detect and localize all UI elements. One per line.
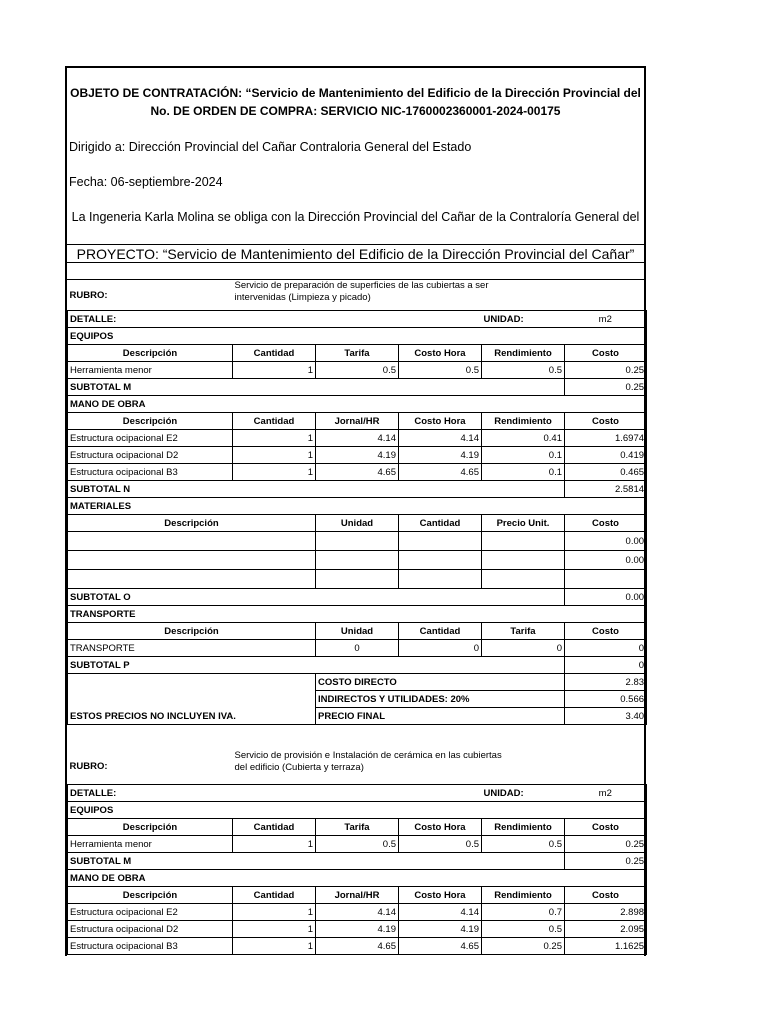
col-cantidad: Cantidad bbox=[399, 515, 482, 532]
col-rendimiento: Rendimiento bbox=[482, 819, 565, 836]
col-costo-hora: Costo Hora bbox=[399, 819, 482, 836]
mano-obra-heading: MANO DE OBRA bbox=[68, 870, 647, 887]
col-costo: Costo bbox=[565, 515, 647, 532]
col-costo: Costo bbox=[565, 819, 647, 836]
rubro-description bbox=[233, 280, 647, 311]
no-iva-note: ESTOS PRECIOS NO INCLUYEN IVA. bbox=[68, 674, 316, 725]
unidad-label: UNIDAD: bbox=[482, 785, 565, 802]
table-row: 0.00 bbox=[68, 532, 647, 551]
rubro-desc-line-1: Servicio de provisión e Instalación de cerámica en las cubiertas bbox=[234, 750, 502, 761]
mano-obra-heading: MANO DE OBRA bbox=[68, 396, 647, 413]
subtotal-p-label: SUBTOTAL P bbox=[68, 657, 565, 674]
col-descripcion: Descripción bbox=[68, 819, 233, 836]
col-cantidad: Cantidad bbox=[233, 819, 316, 836]
rubro-label: RUBRO: bbox=[68, 280, 233, 311]
subtotal-m-label: SUBTOTAL M bbox=[68, 379, 565, 396]
equipos-heading: EQUIPOS bbox=[68, 802, 647, 819]
col-unidad: Unidad bbox=[316, 515, 399, 532]
table-row: Estructura ocipacional B3 1 4.65 4.65 0.25 1.1625 bbox=[68, 938, 647, 955]
table-row: Estructura ocipacional E2 1 4.14 4.14 0.41 1.6974 bbox=[68, 430, 647, 447]
col-costo: Costo bbox=[565, 623, 647, 640]
col-costo-hora: Costo Hora bbox=[399, 413, 482, 430]
unidad-value: m2 bbox=[565, 311, 647, 328]
subtotal-n-value: 2.5814 bbox=[565, 481, 647, 498]
subtotal-o-label: SUBTOTAL O bbox=[68, 589, 565, 606]
obligacion-text: La Ingeneria Karla Molina se obliga con la Dirección Provincial del Cañar de la Contraloría General del bbox=[71, 210, 640, 224]
col-descripcion: Descripción bbox=[68, 887, 233, 904]
col-rendimiento: Rendimiento bbox=[482, 887, 565, 904]
rubro-2-table bbox=[67, 748, 647, 955]
col-cantidad: Cantidad bbox=[399, 623, 482, 640]
indirectos-label: INDIRECTOS Y UTILIDADES: 20% bbox=[316, 691, 565, 708]
rubro-desc-line-2: intervenidas (Limpieza y picado) bbox=[234, 292, 371, 303]
rubro-label: RUBRO: bbox=[68, 748, 233, 785]
dirigido-a: Dirigido a: Dirección Provincial del Cañar Contraloria General del Estado bbox=[69, 140, 472, 154]
col-descripcion: Descripción bbox=[68, 345, 233, 362]
materiales-heading: MATERIALES bbox=[68, 498, 647, 515]
table-row: Estructura ocipacional D2 1 4.19 4.19 0.5 2.095 bbox=[68, 921, 647, 938]
fecha: Fecha: 06-septiembre-2024 bbox=[69, 175, 223, 189]
objeto-line-1: OBJETO DE CONTRATACIÓN: “Servicio de Mantenimiento del Edificio de la Dirección Provincial del bbox=[70, 86, 641, 100]
unidad-value: m2 bbox=[565, 785, 647, 802]
col-descripcion: Descripción bbox=[68, 515, 316, 532]
table-row: Estructura ocipacional B3 1 4.65 4.65 0.1 0.465 bbox=[68, 464, 647, 481]
col-cantidad: Cantidad bbox=[233, 345, 316, 362]
rubro-description bbox=[233, 748, 647, 785]
col-jornal: Jornal/HR bbox=[316, 413, 399, 430]
precio-final-value: 3.40 bbox=[565, 708, 647, 725]
rubro-desc-line-2: del edificio (Cubierta y terraza) bbox=[234, 762, 364, 773]
apu-sheet bbox=[65, 66, 646, 956]
proyecto-title: PROYECTO: “Servicio de Mantenimiento del Edificio de la Dirección Provincial del Cañar” bbox=[67, 244, 644, 263]
table-row bbox=[68, 570, 647, 589]
unidad-label: UNIDAD: bbox=[482, 311, 565, 328]
table-row: Herramienta menor 1 0.5 0.5 0.5 0.25 bbox=[68, 362, 647, 379]
subtotal-m-value: 0.25 bbox=[565, 853, 647, 870]
col-rendimiento: Rendimiento bbox=[482, 345, 565, 362]
transporte-heading: TRANSPORTE bbox=[68, 606, 647, 623]
costo-directo-value: 2.83 bbox=[565, 674, 647, 691]
col-unidad: Unidad bbox=[316, 623, 399, 640]
table-row: TRANSPORTE 0 0 0 0 bbox=[68, 640, 647, 657]
objeto-line-2: No. DE ORDEN DE COMPRA: SERVICIO NIC-1760002360001-2024-00175 bbox=[150, 104, 561, 118]
col-jornal: Jornal/HR bbox=[316, 887, 399, 904]
table-row: 0.00 bbox=[68, 551, 647, 570]
table-row: Estructura ocipacional D2 1 4.19 4.19 0.1 0.419 bbox=[68, 447, 647, 464]
col-rendimiento: Rendimiento bbox=[482, 413, 565, 430]
subtotal-o-value: 0.00 bbox=[565, 589, 647, 606]
col-precio-unit: Precio Unit. bbox=[482, 515, 565, 532]
rubro-desc-line-1: Servicio de preparación de superficies de las cubiertas a ser bbox=[234, 280, 489, 291]
col-tarifa: Tarifa bbox=[482, 623, 565, 640]
subtotal-n-label: SUBTOTAL N bbox=[68, 481, 565, 498]
col-costo-hora: Costo Hora bbox=[399, 887, 482, 904]
col-costo-hora: Costo Hora bbox=[399, 345, 482, 362]
col-descripcion: Descripción bbox=[68, 623, 316, 640]
col-costo: Costo bbox=[565, 887, 647, 904]
indirectos-value: 0.566 bbox=[565, 691, 647, 708]
subtotal-p-value: 0 bbox=[565, 657, 647, 674]
col-cantidad: Cantidad bbox=[233, 413, 316, 430]
col-costo: Costo bbox=[565, 345, 647, 362]
costo-directo-label: COSTO DIRECTO bbox=[316, 674, 565, 691]
col-costo: Costo bbox=[565, 413, 647, 430]
table-row: Estructura ocipacional E2 1 4.14 4.14 0.7 2.898 bbox=[68, 904, 647, 921]
subtotal-m-label: SUBTOTAL M bbox=[68, 853, 565, 870]
col-tarifa: Tarifa bbox=[316, 345, 399, 362]
col-descripcion: Descripción bbox=[68, 413, 233, 430]
detalle-label: DETALLE: bbox=[68, 311, 399, 328]
rubro-1-table bbox=[67, 280, 647, 725]
detalle-label: DETALLE: bbox=[68, 785, 399, 802]
equipos-heading: EQUIPOS bbox=[68, 328, 647, 345]
precio-final-label: PRECIO FINAL bbox=[316, 708, 565, 725]
subtotal-m-value: 0.25 bbox=[565, 379, 647, 396]
col-tarifa: Tarifa bbox=[316, 819, 399, 836]
table-row: Herramienta menor 1 0.5 0.5 0.5 0.25 bbox=[68, 836, 647, 853]
col-cantidad: Cantidad bbox=[233, 887, 316, 904]
